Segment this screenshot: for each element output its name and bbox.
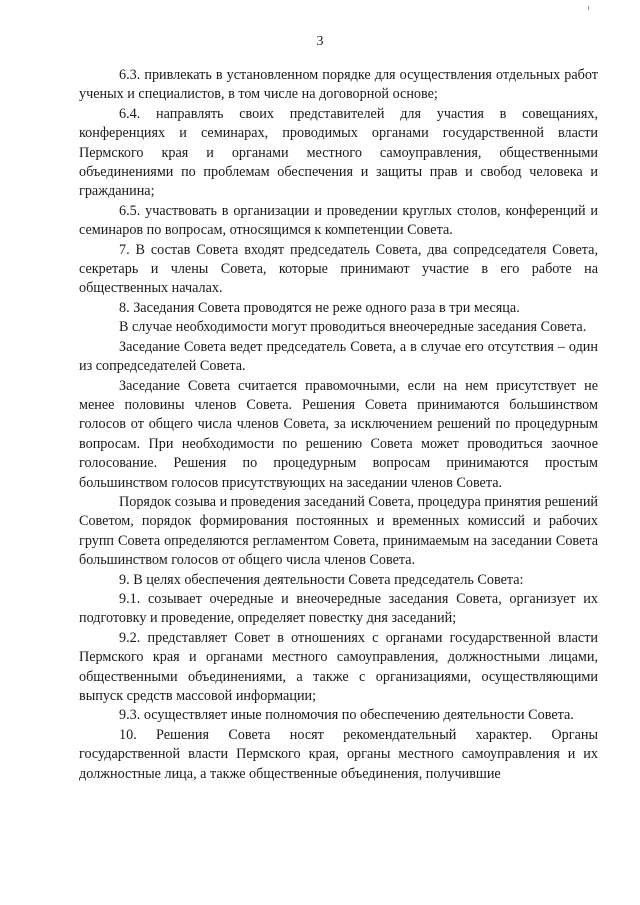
paragraph-9-3: 9.3. осуществляет иные полномочия по обеспечению деятельности Совета. [119, 707, 574, 724]
paragraph-meeting-chair: Заседание Совета ведет председатель Совета, а в случае его отсутствия – один из сопредседателей Совета. [79, 338, 598, 375]
paragraph-6-4: 6.4. направлять своих представителей для участия в совещаниях, конференциях и семинарах, проводимых органами государственной власти Пермского края и органами местного самоуправления, общественными объединениями по проблемам обеспечения и защиты прав и свобод человека и гражданина; [79, 105, 598, 200]
paragraph-6-3: 6.3. привлекать в установленном порядке для осуществления отдельных работ ученых и специалистов, в том числе на договорной основе; [79, 67, 598, 103]
paragraph-8: 8. Заседания Совета проводятся не реже одного раза в три месяца. [119, 299, 520, 316]
paragraph-6-5: 6.5. участвовать в организации и проведении круглых столов, конференций и семинаров по вопросам, относящимся к компетенции Совета. [79, 202, 598, 239]
paragraph-9: 9. В целях обеспечения деятельности Совета председатель Совета: [119, 571, 524, 588]
page-number: 3 [316, 34, 324, 49]
paragraph-10: 10. Решения Совета носят рекомендательный характер. Органы государственной власти Пермского края, органы местного самоуправления и их должностные лица, а также общественные объединения, получившие [79, 726, 598, 782]
paragraph-7: 7. В состав Совета входят председатель Совета, два сопредседателя Совета, секретарь и члены Совета, которые принимают участие в его работе на общественных началах. [79, 241, 598, 297]
paragraph-procedure: Порядок созыва и проведения заседаний Совета, процедура принятия решений Советом, порядок формирования постоянных и временных комиссий и рабочих групп Совета определяются регламентом Совета, принимаемым на заседании Совета большинством голосов от общего числа членов Совета. [79, 493, 598, 569]
paragraph-extraordinary-meetings: В случае необходимости могут проводиться внеочередные заседания Совета. [119, 319, 587, 336]
paragraph-quorum: Заседание Совета считается правомочными, если на нем присутствует не менее половины членов Совета. Решения Совета принимаются большинством голосов от общего числа членов Совета, за исключением решений по процедурным вопросам. При необходимости по решению Совета может проводиться заочное голосование. Решения по процедурным вопросам принимаются простым большинством голосов присутствующих на заседании членов Совета. [79, 377, 598, 491]
scan-mark [588, 6, 589, 10]
paragraph-9-2: 9.2. представляет Совет в отношениях с органами государственной власти Пермского края и органами местного самоуправления, должностными лицами, общественными объединениями, а также с организациями, осуществляющими выпуск средств массовой информации; [79, 629, 598, 704]
paragraph-9-1: 9.1. созывает очередные и внеочередные заседания Совета, организует их подготовку и проведение, определяет повестку дня заседаний; [79, 590, 598, 627]
document-body [79, 66, 598, 784]
